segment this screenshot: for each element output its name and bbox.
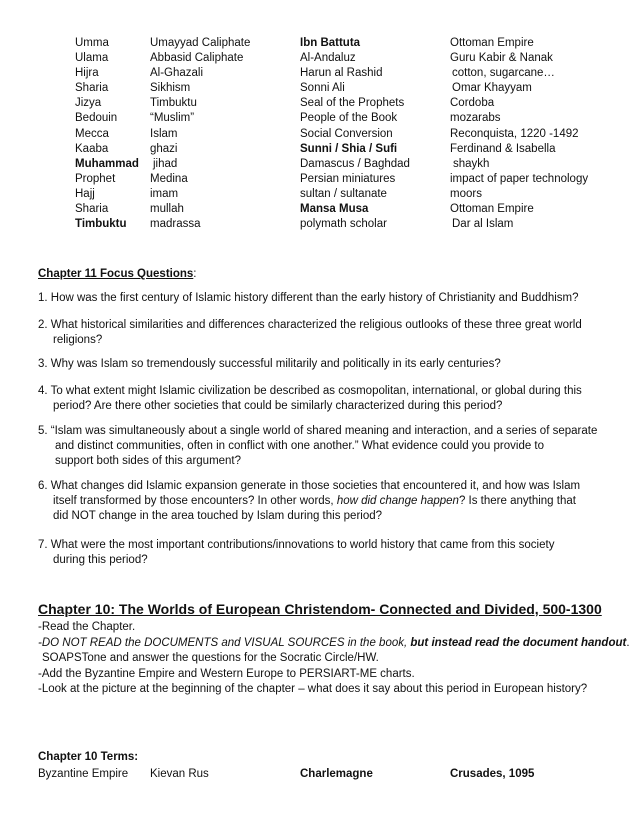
term: Ottoman Empire xyxy=(450,203,534,216)
term: People of the Book xyxy=(300,112,398,125)
term: Ottoman Empire xyxy=(450,37,534,49)
term: Umayyad Caliphate xyxy=(150,37,251,49)
focus-question: 2. What historical similarities and differences characterized the religious outlooks of these three great world religions? xyxy=(38,319,582,346)
term: impact of paper technology xyxy=(450,172,589,185)
chapter-10-terms-heading: Chapter 10 Terms: xyxy=(38,751,139,763)
term: Dar al Islam xyxy=(452,218,514,231)
term: Sunni / Shia / Sufi xyxy=(300,142,398,155)
term: Kievan Rus xyxy=(150,768,209,780)
term: Mecca xyxy=(75,127,109,140)
term: Charlemagne xyxy=(300,768,373,780)
term: cotton, sugarcane… xyxy=(452,67,555,80)
term: Byzantine Empire xyxy=(38,768,129,780)
term: jihad xyxy=(153,157,178,170)
term: Persian miniatures xyxy=(300,172,396,185)
terms-row xyxy=(0,66,638,81)
term: polymath scholar xyxy=(300,218,387,231)
term: Hijra xyxy=(75,67,99,80)
chapter-10-instructions: -Read the Chapter. -DO NOT READ the DOCUMENTS and VISUAL SOURCES in the book, but instead read the document handout. SOAPSTone and answer the questions for the Socratic Circle/HW. -Add the Byzantine Empire and Western Europe to PERSIART-ME charts. -Look at the picture at the beginning of the chapter – what does it say about this period in European history? xyxy=(38,621,630,696)
focus-question: 6. What changes did Islamic expansion generate in those societies that encountered it, and how was Islam itself transformed by those encounters? In other words, how did change happen? Is there anything that did NOT change in the area touched by Islam during this period? xyxy=(38,480,581,522)
term: Timbuktu xyxy=(75,218,127,231)
focus-question: 7. What were the most important contributions/innovations to world history that came from this society during this period? xyxy=(38,539,555,566)
term: Harun al Rashid xyxy=(300,67,383,80)
term: madrassa xyxy=(150,218,201,231)
focus-question: 5. “Islam was simultaneously about a single world of shared meaning and interaction, and a series of separate and distinct communities, often in conflict with one another.” What evidence could you provide to support both sides of this argument? xyxy=(38,425,598,467)
term: Sonni Ali xyxy=(300,82,345,95)
terms-row xyxy=(0,111,638,126)
term: Omar Khayyam xyxy=(452,82,532,95)
term: Jizya xyxy=(75,97,102,110)
focus-question: 4. To what extent might Islamic civilization be described as cosmopolitan, international, or global during this period? Are there other societies that could be similarly characterized during this period? xyxy=(38,385,582,412)
term: Seal of the Prophets xyxy=(300,97,405,110)
term: Ferdinand & Isabella xyxy=(450,142,556,155)
focus-questions-heading: Chapter 11 Focus Questions: xyxy=(38,268,197,280)
term: Damascus / Baghdad xyxy=(300,157,410,170)
term: Guru Kabir & Nanak xyxy=(450,52,553,65)
term: shaykh xyxy=(453,157,490,170)
terms-row xyxy=(0,187,638,202)
term: Al-Andaluz xyxy=(300,52,356,65)
term: Sharia xyxy=(75,82,109,95)
terms-row xyxy=(0,51,638,66)
terms-row xyxy=(0,202,638,217)
terms-row xyxy=(0,96,638,111)
term: Crusades, 1095 xyxy=(450,768,535,780)
term: Reconquista, 1220 -1492 xyxy=(450,127,579,140)
term: mozarabs xyxy=(450,112,501,125)
term: “Muslim” xyxy=(150,112,195,125)
term: Timbuktu xyxy=(150,97,197,110)
term: Sikhism xyxy=(150,82,191,95)
terms-row xyxy=(0,142,638,157)
term: Bedouin xyxy=(75,112,118,125)
terms-row xyxy=(0,81,638,96)
term: imam xyxy=(150,187,179,200)
term: Umma xyxy=(75,37,109,49)
term: Social Conversion xyxy=(300,127,393,140)
terms-row xyxy=(0,157,638,172)
chapter-10-terms-row xyxy=(0,768,638,784)
term: mullah xyxy=(150,203,184,216)
term: Sharia xyxy=(75,203,109,216)
terms-row xyxy=(0,127,638,142)
terms-row xyxy=(0,172,638,187)
term: Islam xyxy=(150,127,178,140)
terms-row xyxy=(0,217,638,232)
term: Abbasid Caliphate xyxy=(150,52,244,65)
term: Medina xyxy=(150,172,188,185)
terms-row xyxy=(0,36,638,51)
term: sultan / sultanate xyxy=(300,187,387,200)
term: Ulama xyxy=(75,52,109,65)
term: ghazi xyxy=(150,142,178,155)
term: moors xyxy=(450,187,482,200)
term: Prophet xyxy=(75,172,116,185)
term: Muhammad xyxy=(75,157,139,170)
term: Ibn Battuta xyxy=(300,37,361,49)
focus-question: 3. Why was Islam so tremendously successful militarily and politically in its early centuries? xyxy=(38,358,501,370)
term: Cordoba xyxy=(450,97,495,110)
chapter-10-title: Chapter 10: The Worlds of European Christendom- Connected and Divided, 500-1300 xyxy=(38,601,602,617)
term: Al-Ghazali xyxy=(150,67,204,80)
focus-question: 1. How was the first century of Islamic history different than the early history of Christianity and Buddhism? xyxy=(38,292,579,304)
terms-table xyxy=(0,36,638,232)
term: Kaaba xyxy=(75,142,109,155)
term: Hajj xyxy=(75,187,95,200)
term: Mansa Musa xyxy=(300,203,369,216)
